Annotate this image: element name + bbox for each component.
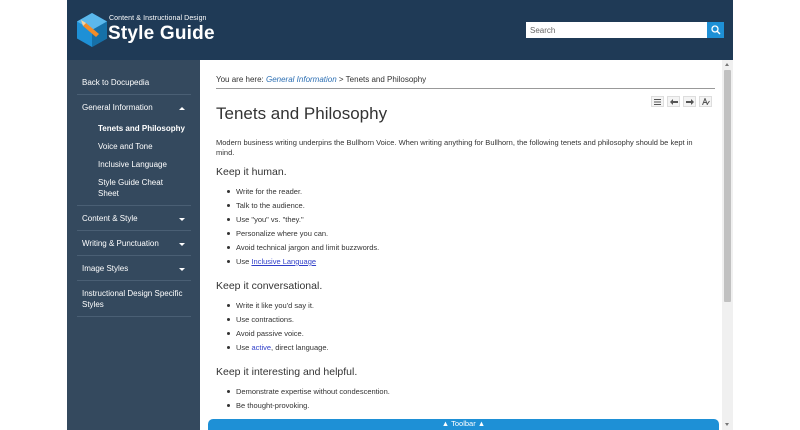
sidebar-item-back-to-docupedia[interactable] xyxy=(77,70,191,95)
list-item-text: Use xyxy=(236,257,250,266)
section-list-keep-it-conversational xyxy=(230,301,329,357)
chevron-down-icon[interactable] xyxy=(179,218,185,221)
sidebar-item-general-information[interactable] xyxy=(77,95,191,119)
sidebar-item-label: Image Styles xyxy=(82,264,129,273)
list-item: Write it like you'd say it. xyxy=(230,301,329,315)
chevron-down-icon[interactable] xyxy=(179,268,185,271)
list-item: Avoid technical jargon and limit buzzwords. xyxy=(230,243,379,257)
list-item xyxy=(230,257,379,271)
toc-button[interactable] xyxy=(651,96,664,107)
toolbar-toggle-button[interactable]: ▲ Toolbar ▲ xyxy=(208,419,719,430)
sidebar-subitem-voice-and-tone[interactable]: Voice and Tone xyxy=(98,142,153,151)
site-header xyxy=(67,0,733,60)
page-title: Tenets and Philosophy xyxy=(216,104,388,123)
sidebar xyxy=(67,60,200,430)
list-item-text: , direct language. xyxy=(271,343,329,352)
breadcrumb-separator: > xyxy=(338,75,344,84)
brand-subtitle: Content & Instructional Design xyxy=(109,15,207,22)
sidebar-item-label: General Information xyxy=(82,103,153,112)
breadcrumb-divider xyxy=(216,88,715,89)
list-item-text: Use xyxy=(236,343,250,352)
section-heading-keep-it-interesting-and-helpful: Keep it interesting and helpful. xyxy=(216,366,358,378)
search-button[interactable] xyxy=(707,22,724,38)
text-format-icon xyxy=(702,98,710,105)
sidebar-subitem-tenets-and-philosophy[interactable]: Tenets and Philosophy xyxy=(98,124,185,133)
list-item: Avoid passive voice. xyxy=(230,329,329,343)
section-list-keep-it-interesting-and-helpful xyxy=(230,387,390,415)
sidebar-item-image-styles[interactable] xyxy=(77,256,191,281)
search-input[interactable] xyxy=(526,22,707,38)
list-item: Use "you" vs. "they." xyxy=(230,215,379,229)
section-heading-keep-it-human: Keep it human. xyxy=(216,166,287,178)
sidebar-submenu-general-information xyxy=(77,119,191,206)
sidebar-item-instructional-design-specific-styles[interactable] xyxy=(77,281,191,317)
sidebar-item-content-and-style[interactable] xyxy=(77,206,191,231)
list-item: Demonstrate expertise without condescention. xyxy=(230,387,390,401)
breadcrumb-prefix: You are here: xyxy=(216,75,264,84)
breadcrumb-current: Tenets and Philosophy xyxy=(345,75,427,84)
sidebar-item-label: Back to Docupedia xyxy=(82,78,150,87)
sidebar-item-label: Writing & Punctuation xyxy=(82,239,159,248)
list-item: Write for the reader. xyxy=(230,187,379,201)
forward-button[interactable] xyxy=(683,96,696,107)
brand-title[interactable]: Style Guide xyxy=(108,23,215,44)
breadcrumb xyxy=(216,75,426,84)
list-item: Personalize where you can. xyxy=(230,229,379,243)
sidebar-subitem-style-guide-cheat-sheet[interactable]: Style Guide Cheat Sheet xyxy=(98,178,163,198)
scrollbar-thumb[interactable] xyxy=(724,70,731,302)
redo-icon xyxy=(686,99,694,105)
intro-paragraph: Modern business writing underpins the Bullhorn Voice. When writing anything for Bullhorn, the following tenets and philosophy should be kept in mind. xyxy=(216,138,693,157)
back-button[interactable] xyxy=(667,96,680,107)
sidebar-item-label: Content & Style xyxy=(82,214,138,223)
section-heading-keep-it-conversational: Keep it conversational. xyxy=(216,280,323,292)
list-icon xyxy=(654,99,661,105)
list-item xyxy=(230,343,329,357)
search-icon xyxy=(711,25,721,35)
sidebar-item-label: Instructional Design Specific Styles xyxy=(82,289,183,309)
main-content xyxy=(205,60,733,430)
style-guide-logo-icon[interactable] xyxy=(75,12,109,48)
inclusive-language-link[interactable]: Inclusive Language xyxy=(251,257,317,266)
scroll-up-arrow-icon[interactable] xyxy=(725,63,729,66)
active-voice-link[interactable]: active xyxy=(251,343,272,352)
chevron-down-icon[interactable] xyxy=(179,243,185,246)
page-tools xyxy=(651,96,712,107)
text-size-button[interactable] xyxy=(699,96,712,107)
section-list-keep-it-human xyxy=(230,187,379,271)
list-item: Talk to the audience. xyxy=(230,201,379,215)
list-item: Use contractions. xyxy=(230,315,329,329)
undo-icon xyxy=(670,99,678,105)
scroll-down-arrow-icon[interactable] xyxy=(725,423,729,426)
breadcrumb-link-general-information[interactable]: General Information xyxy=(265,75,337,84)
page-frame xyxy=(67,0,733,430)
sidebar-nav xyxy=(77,70,191,317)
chevron-up-icon[interactable] xyxy=(179,107,185,110)
sidebar-item-writing-and-punctuation[interactable] xyxy=(77,231,191,256)
list-item: Be thought-provoking. xyxy=(230,401,390,415)
content-scrollbar[interactable] xyxy=(722,60,733,430)
sidebar-subitem-inclusive-language[interactable]: Inclusive Language xyxy=(98,160,167,169)
